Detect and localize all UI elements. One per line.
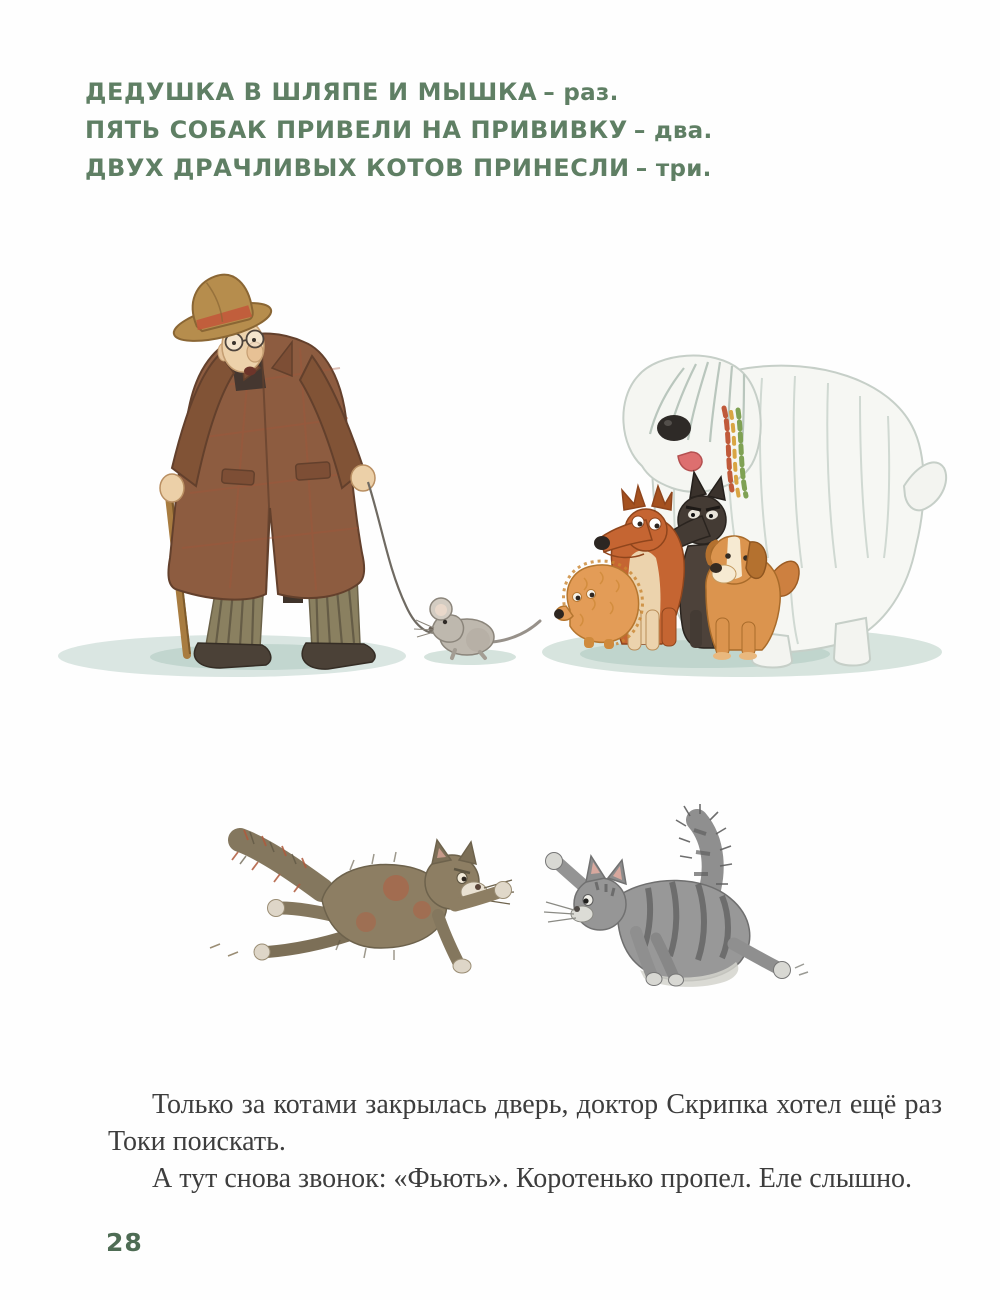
brown-cat-figure [210,830,514,973]
rhyme-line-2-caps: ПЯТЬ СОБАК ПРИВЕЛИ НА ПРИВИВКУ [85,116,628,144]
story-text [108,1086,942,1197]
mouse-figure [414,598,540,658]
white-dog-head [623,356,760,498]
rhyme-line-1 [85,74,713,112]
story-paragraph-2: А тут снова звонок: «Фьють». Коротенько пропел. Еле слышно. [152,1163,913,1194]
counting-rhyme [85,74,713,188]
rhyme-line-2-count: – два. [633,118,713,144]
coat [168,333,364,599]
right-hand [160,474,184,502]
rhyme-line-3-caps: ДВУХ ДРАЧЛИВЫХ КОТОВ ПРИНЕСЛИ [85,154,630,182]
rhyme-line-3 [85,150,713,188]
illustration-grandfather-mouse-and-dogs [0,258,1000,710]
story-paragraph-1: Только за котами закрылась дверь, доктор Скрипка хотел ещё раз Токи поискать. [108,1089,942,1157]
rhyme-line-2 [85,112,713,150]
rhyme-line-3-count: – три. [635,156,712,182]
rhyme-line-1-caps: ДЕДУШКА В ШЛЯПЕ И МЫШКА [85,78,538,106]
rhyme-line-1-count: – раз. [543,80,619,106]
gray-cat-figure [544,804,808,987]
left-hand [351,465,375,491]
illustration-two-cats [0,800,1000,1000]
old-man-figure [160,265,443,669]
page-number: 28 [106,1228,143,1257]
